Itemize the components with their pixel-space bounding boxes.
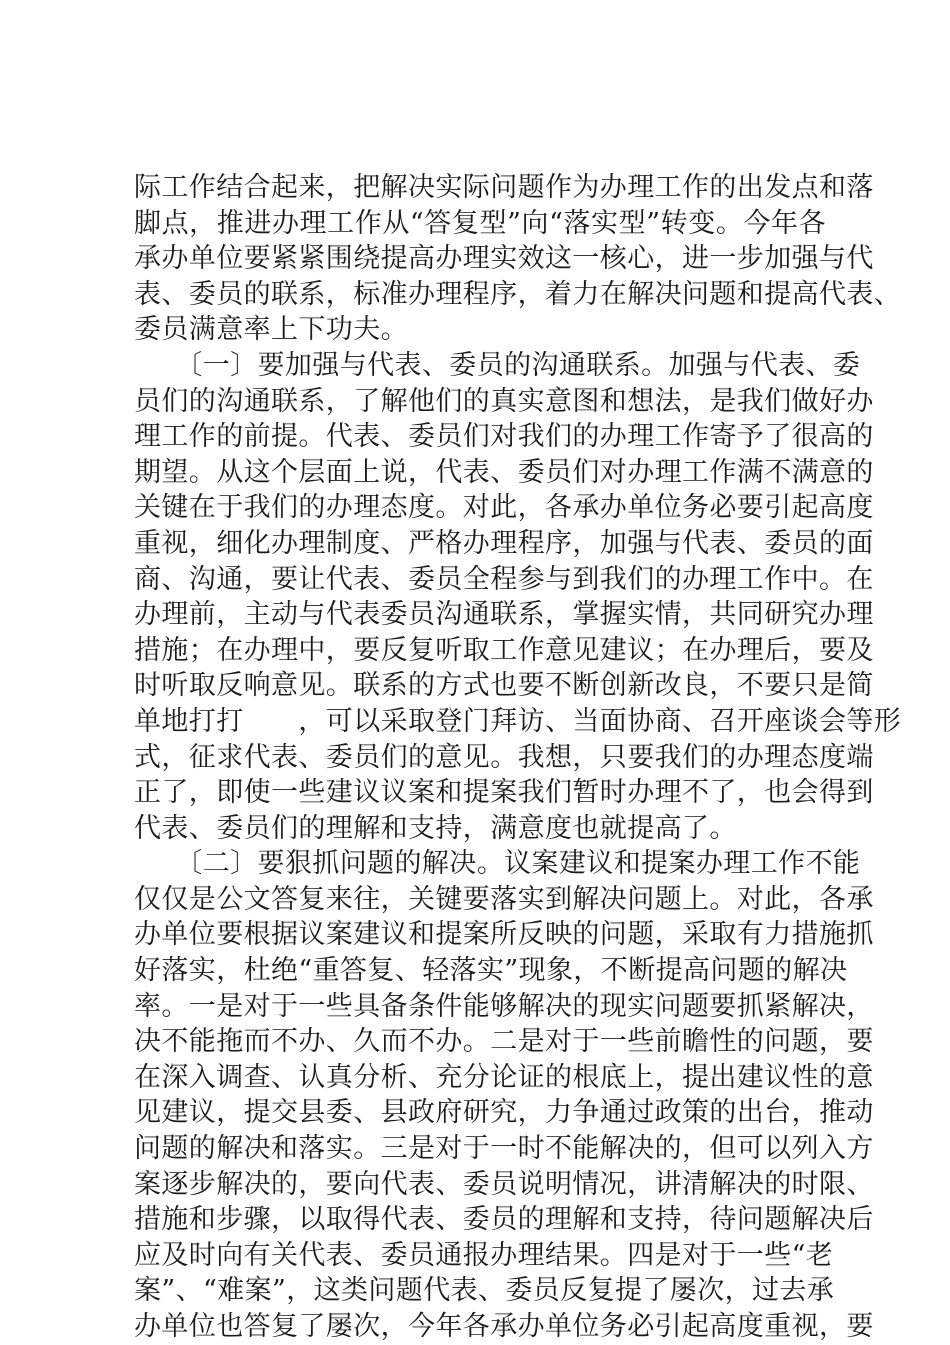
text-line: 案”、“难案”，这类问题代表、委员反复提了屡次，过去承 — [134, 1275, 835, 1307]
text-line: 商、沟通，要让代表、委员全程参与到我们的办理工作中。在 — [134, 563, 874, 595]
text-line: 理工作的前提。代表、委员们对我们的办理工作寄予了很高的 — [134, 421, 874, 453]
text-line: 式，征求代表、委员们的意见。我想，只要我们的办理态度端 — [134, 741, 874, 773]
text-line: 正了，即使一些建议议案和提案我们暂时办理不了，也会得到 — [134, 777, 874, 809]
text-line: 〔一〕要加强与代表、委员的沟通联系。加强与代表、委 — [134, 349, 861, 381]
text-line: 办单位要根据议案建议和提案所反映的问题，采取有力措施抓 — [134, 919, 874, 951]
text-line: 办理前，主动与代表委员沟通联系，掌握实情，共同研究办理 — [134, 599, 874, 631]
text-line: 仅仅是公文答复来往，关键要落实到解决问题上。对此，各承 — [134, 883, 874, 915]
text-line: 关键在于我们的办理态度。对此，各承办单位务必要引起高度 — [134, 492, 874, 524]
text-line: 单地打打 ，可以采取登门拜访、当面协商、召开座谈会等形 — [134, 705, 902, 737]
document-body-text — [134, 170, 902, 1345]
text-line: 见建议，提交县委、县政府研究，力争通过政策的出台，推动 — [134, 1097, 874, 1129]
text-line: 际工作结合起来，把解决实际问题作为办理工作的出发点和落 — [134, 172, 874, 203]
text-line: 在深入调查、认真分析、充分论证的根底上，提出建议性的意 — [134, 1061, 874, 1093]
text-line: 应及时向有关代表、委员通报办理结果。四是对于一些“老 — [134, 1239, 834, 1271]
text-line: 委员满意率上下功夫。 — [134, 314, 408, 346]
text-line: 员们的沟通联系，了解他们的真实意图和想法，是我们做好办 — [134, 385, 874, 417]
text-line: 案逐步解决的，要向代表、委员说明情况，讲清解决的时限、 — [134, 1168, 874, 1200]
text-line: 措施；在办理中，要反复听取工作意见建议；在办理后，要及 — [134, 634, 874, 666]
text-line: 代表、委员们的理解和支持，满意度也就提高了。 — [134, 812, 737, 844]
text-line: 承办单位要紧紧围绕提高办理实效这一核心，进一步加强与代 — [134, 243, 874, 275]
text-line: 时听取反响意见。联系的方式也要不断创新改良，不要只是简 — [134, 670, 874, 702]
text-line: 表、委员的联系，标准办理程序，着力在解决问题和提高代表、 — [134, 278, 902, 310]
text-line: 措施和步骤，以取得代表、委员的理解和支持，待问题解决后 — [134, 1204, 874, 1236]
text-line: 好落实，杜绝“重答复、轻落实”现象，不断提高问题的解决 — [134, 955, 848, 987]
text-line: 期望。从这个层面上说，代表、委员们对办理工作满不满意的 — [134, 456, 874, 488]
text-line: 重视，细化办理制度、严格办理程序，加强与代表、委员的面 — [134, 527, 874, 559]
text-line: 决不能拖而不办、久而不办。二是对于一些前瞻性的问题，要 — [134, 1026, 874, 1058]
text-line: 问题的解决和落实。三是对于一时不能解决的，但可以列入方 — [134, 1133, 874, 1165]
text-line: 脚点，推进办理工作从“答复型”向“落实型”转变。今年各 — [134, 207, 826, 239]
text-line: 率。一是对于一些具备条件能够解决的现实问题要抓紧解决， — [134, 990, 874, 1022]
text-line: 〔二〕要狠抓问题的解决。议案建议和提案办理工作不能 — [134, 848, 861, 880]
text-line: 办单位也答复了屡次，今年各承办单位务必引起高度重视，要 — [134, 1311, 874, 1342]
